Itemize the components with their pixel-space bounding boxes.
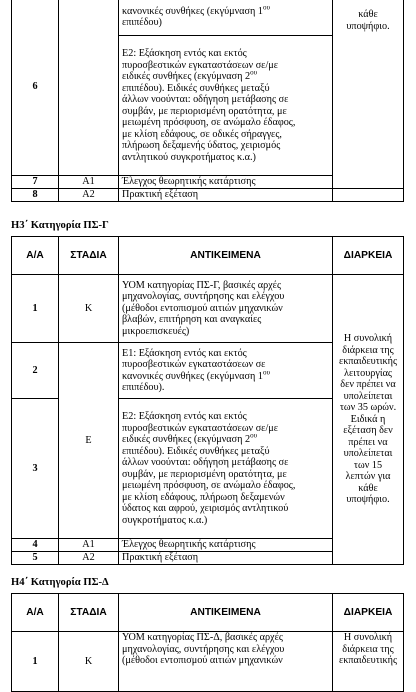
duration-cell: Η συνολική διάρκεια της εκπαιδευτικής λειτουργίας δεν πρέπει να υπολείπεται των 35 ωρών. Ειδικά η εξέταση δεν πρέπει να υπολείπεται των 15 λεπτών για κάθε υποψήφιο. xyxy=(333,275,404,565)
table-ps-d xyxy=(11,593,404,692)
row-number: 6 xyxy=(12,0,59,176)
objective-cell: Ε2: Εξάσκηση εντός και εκτός πυροσβεστικών εγκαταστάσεων σε/με ειδικές συνθήκες (εκγύμναση $2^{o\upsilon}$ επιπέδου). Ειδικές συνθήκες μεταξύ άλλων νοούνται: οδήγηση μετάβασης σε συμβάν, με περιορισμένη ορατότητα, με μειωμένη πρόσφυση, σε ανώμαλο έδαφος, με κλίση εδάφους, σε οδικές σήραγγες, πλήρωση δεξαμενής ύδατος, χειρισμός αντλητικού συγκροτήματος κ.α.) xyxy=(119,36,333,176)
stage-cell: Κ xyxy=(59,275,119,343)
objective-cell: ΥΟΜ κατηγορίας ΠΣ-Γ, βασικές αρχές μηχανολογίας, συντήρησης και ελέγχου (μέθοδοι εντοπισμού αιτιών μηχανικών βλαβών, επιτήρηση και αναγκαίες μικροεπισκευές) xyxy=(119,275,333,343)
stage-cell: Α1 xyxy=(59,176,119,189)
table-row xyxy=(12,275,404,343)
header-duration: ΔΙΑΡΚΕΙΑ xyxy=(333,594,404,632)
row-number: 7 xyxy=(12,176,59,189)
header-objectives: ΑΝΤΙΚΕΙΜΕΝΑ xyxy=(119,237,333,275)
stage-cell: Ε xyxy=(59,343,119,539)
objective-cell: Έλεγχος θεωρητικής κατάρτισης xyxy=(119,176,333,189)
header-objectives: ΑΝΤΙΚΕΙΜΕΝΑ xyxy=(119,594,333,632)
table-header-row xyxy=(12,594,404,632)
table-ps-g xyxy=(11,236,404,565)
row-number: 1 xyxy=(12,275,59,343)
duration-cell: Η συνολική διάρκεια της εκπαιδευτικής xyxy=(333,632,404,692)
row-number: 2 xyxy=(12,343,59,399)
objective-cell: Έλεγχος θεωρητικής κατάρτισης xyxy=(119,539,333,552)
stage-cell xyxy=(59,0,119,176)
header-stages: ΣΤΑΔΙΑ xyxy=(59,237,119,275)
header-stages: ΣΤΑΔΙΑ xyxy=(59,594,119,632)
objective-cell: ΥΟΜ κατηγορίας ΠΣ-Δ, βασικές αρχές μηχανολογίας, συντήρησης και ελέγχου (μέθοδοι εντοπισμού αιτιών μηχανικών xyxy=(119,632,333,692)
duration-cell xyxy=(333,189,404,202)
duration-cell: κάθε υποψήφιο. xyxy=(333,0,404,189)
stage-cell: Α2 xyxy=(59,552,119,565)
objective-cell: κανονικές συνθήκες (εκγύμναση $1^{o\upsilon}$ επιπέδου) xyxy=(119,0,333,36)
table-row xyxy=(12,189,404,202)
objective-cell: Πρακτική εξέταση xyxy=(119,552,333,565)
objective-cell: Πρακτική εξέταση xyxy=(119,189,333,202)
objective-cell: Ε1: Εξάσκηση εντός και εκτός πυροσβεστικών εγκαταστάσεων σε κανονικές συνθήκες (εκγύμναση $1^{o\upsilon}$ επιπέδου). xyxy=(119,343,333,399)
stage-cell: Α1 xyxy=(59,539,119,552)
table-row xyxy=(12,0,404,36)
row-number: 3 xyxy=(12,399,59,539)
row-number: 1 xyxy=(12,632,59,692)
stage-cell: Κ xyxy=(59,632,119,692)
section-heading: Η4΄ Κατηγορία ΠΣ-Δ xyxy=(11,577,109,588)
header-aa: Α/Α xyxy=(12,237,59,275)
row-number: 8 xyxy=(12,189,59,202)
header-aa: Α/Α xyxy=(12,594,59,632)
section-heading: Η3΄ Κατηγορία ΠΣ-Γ xyxy=(11,220,109,231)
table-header-row xyxy=(12,237,404,275)
table-continued xyxy=(11,0,404,202)
stage-cell: Α2 xyxy=(59,189,119,202)
objective-cell: Ε2: Εξάσκηση εντός και εκτός πυροσβεστικών εγκαταστάσεων σε/με ειδικές συνθήκες (εκγύμναση $2^{o\upsilon}$ επιπέδου). Ειδικές συνθήκες μεταξύ άλλων νοούνται: οδήγηση μετάβασης σε συμβάν, με περιορισμένη ορατότητα, με μειωμένη πρόσφυση, σε ανώμαλο έδαφος, με κλίση εδάφους, πλήρωση δεξαμενών ύδατος και αφρού, χειρισμός αντλητικού συγκροτήματος κ.α.) xyxy=(119,399,333,539)
row-number: 5 xyxy=(12,552,59,565)
row-number: 4 xyxy=(12,539,59,552)
header-duration: ΔΙΑΡΚΕΙΑ xyxy=(333,237,404,275)
table-row xyxy=(12,632,404,692)
